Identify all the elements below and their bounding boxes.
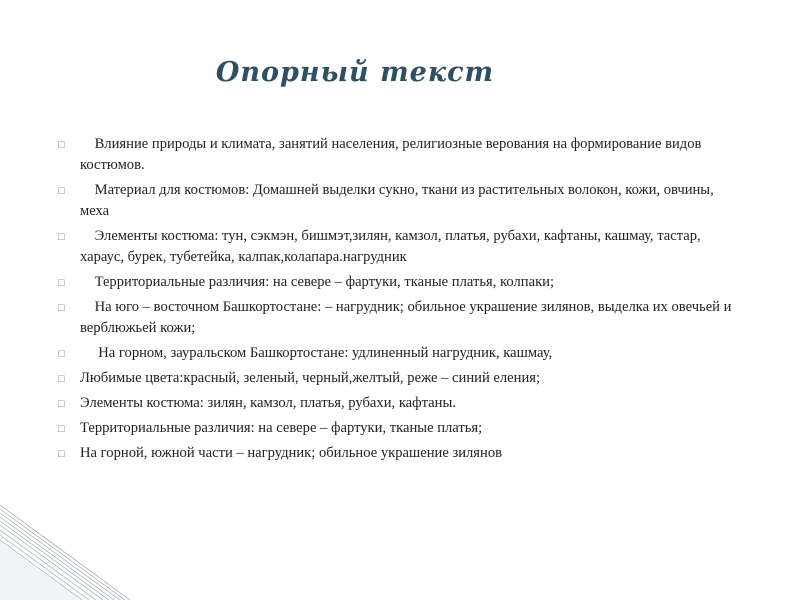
square-bullet-icon: □ (58, 302, 65, 314)
bullet-text: Элементы костюма: тун, сэкмэн, бишмэт,зилян, камзол, платья, рубахи, кафтаны, кашмау, тастар, хараус, бурек, тубетейка, калпак,колапара.нагрудник (80, 228, 701, 265)
bullet-text: Влияние природы и климата, занятий населения, религиозные верования на формирование видов костюмов. (80, 136, 702, 173)
bullet-text: Элементы костюма: зилян, камзол, платья, рубахи, кафтаны. (80, 395, 456, 411)
list-item (54, 226, 734, 268)
list-item (54, 368, 734, 389)
square-bullet-icon: □ (58, 448, 65, 460)
list-item (54, 343, 734, 364)
bullet-text: На горном, зауральском Башкортостане: удлиненный нагрудник, кашмау, (80, 345, 553, 361)
list-item (54, 393, 734, 414)
list-item (54, 134, 734, 176)
square-bullet-icon: □ (58, 373, 65, 385)
bullet-text: Территориальные различия: на севере – фартуки, тканые платья, колпаки; (80, 274, 555, 290)
list-item (54, 297, 734, 339)
bullet-text: Материал для костюмов: Домашней выделки сукно, ткани из растительных волокон, кожи, овчины, меха (80, 182, 714, 219)
square-bullet-icon: □ (58, 423, 65, 435)
slide-title: Опорный текст (215, 57, 495, 88)
bullet-text: Территориальные различия: на севере – фартуки, тканые платья; (80, 420, 483, 436)
square-bullet-icon: □ (58, 398, 65, 410)
list-item (54, 418, 734, 439)
bullet-text: На горной, южной части – нагрудник; обильное украшение зилянов (80, 445, 503, 461)
list-item (54, 443, 734, 464)
list-item (54, 272, 734, 293)
bullet-text: Любимые цвета:красный, зеленый, черный,желтый, реже – синий еления; (80, 370, 541, 386)
square-bullet-icon: □ (58, 139, 65, 151)
square-bullet-icon: □ (58, 348, 65, 360)
square-bullet-icon: □ (58, 185, 65, 197)
list-item (54, 180, 734, 222)
bullet-list (54, 134, 734, 468)
bullet-text: На юго – восточном Башкортостане: – нагрудник; обильное украшение зилянов, выделка их овечьей и верблюжьей кожи; (80, 299, 732, 336)
square-bullet-icon: □ (58, 277, 65, 289)
square-bullet-icon: □ (58, 231, 65, 243)
